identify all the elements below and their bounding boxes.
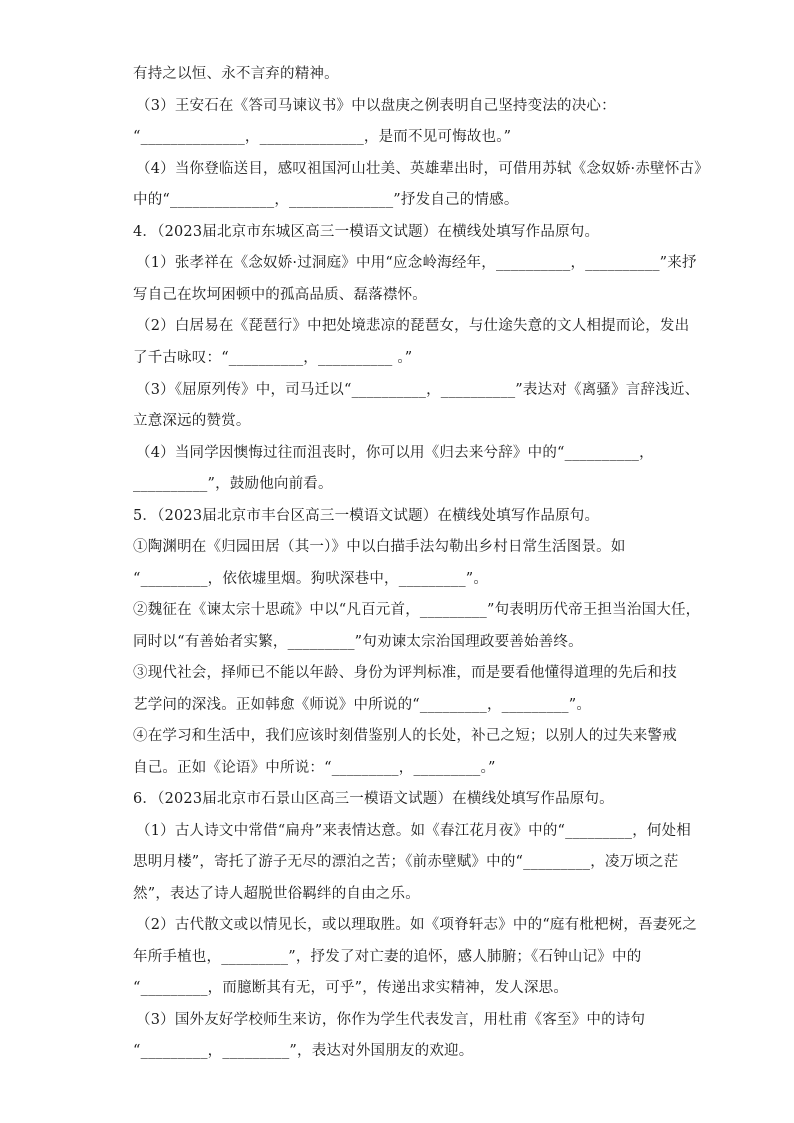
text-line: （2）白居易在《琵琶行》中把处境悲凉的琵琶女，与仕途失意的文人相提而论，发出 (136, 318, 690, 334)
text-line: 年所手植也，_________”，抒发了对亡妻的追怀，感人肺腑；《石钟山记》中的 (133, 949, 642, 965)
question-heading: 5．（2023届北京市丰台区高三一模语文试题）在横线处填写作品原句。 (133, 508, 600, 524)
text-line: ①陶渊明在《归园田居（其一）》中以白描手法勾勒出乡村日常生活图景。如 (133, 539, 626, 555)
text-line: “______________，______________，是而不见可悔故也。” (133, 129, 512, 145)
text-line: 思明月楼”，寄托了游子无尽的漂泊之苦；《前赤壁赋》中的“_________，凌万顷之茫 (133, 854, 679, 870)
text-line: “_________，_________”，表达对外国朋友的欢迎。 (133, 1043, 474, 1059)
text-line: 了千古咏叹：“__________，__________ 。” (133, 350, 413, 366)
text-line: 同时以“有善始者实繁，_________”句劝谏太宗治国理政要善始善终。 (133, 634, 583, 650)
text-line: （2）古代散文或以情见长，或以理取胜。如《项脊轩志》中的“庭有枇杷树，吾妻死之 (136, 917, 697, 933)
text-line: 立意深远的赞赏。 (133, 413, 251, 429)
text-line: （4）当你登临送目，感叹祖国河山壮美、英雄辈出时，可借用苏轼《念奴娇·赤壁怀古》 (136, 161, 709, 177)
text-line: 写自己在坎坷困顿中的孤高品质、磊落襟怀。 (133, 287, 427, 303)
text-line: 然”，表达了诗人超脱世俗羁绊的自由之乐。 (133, 886, 420, 902)
text-line: ④在学习和生活中，我们应该时刻借鉴别人的长处，补己之短；以别人的过失来警戒 (133, 728, 677, 744)
text-line: （3）王安石在《答司马谏议书》中以盘庚之例表明自己坚持变法的决心： (136, 98, 616, 114)
text-line: （1）张孝祥在《念奴娇·过洞庭》中用“应念岭海经年，__________，__________”来抒 (136, 255, 697, 271)
text-line: 自己。正如《论语》中所说：“_________，_________。” (133, 760, 496, 776)
text-line: （3）《屈原列传》中，司马迁以“__________，__________”表达对《离骚》言辞浅近、 (136, 382, 700, 398)
text-line: （4）当同学因懊悔过往而沮丧时，你可以用《归去来兮辞》中的“__________， (136, 445, 654, 461)
text-line: “_________，依依墟里烟。狗吠深巷中，_________”。 (133, 571, 489, 587)
text-line: （1）古人诗文中常借“扁舟”来表情达意。如《春江花月夜》中的“_________，何处相 (136, 823, 692, 839)
text-line: （3）国外友好学校师生来访，你作为学生代表发言，用杜甫《客至》中的诗句 (136, 1012, 646, 1028)
text-line: 中的“______________，______________”抒发自己的情感。 (133, 192, 519, 208)
text-line: “_________，而臆断其有无，可乎”，传递出求实精神，发人深思。 (133, 980, 569, 996)
text-line: __________”，鼓励他向前看。 (133, 476, 333, 492)
text-line: ②魏征在《谏太宗十思疏》中以“凡百元首，_________”句表明历代帝王担当治国大任， (133, 602, 701, 618)
text-line: ③现代社会，择师已不能以年龄、身份为评判标准，而是要看他懂得道理的先后和技 (133, 665, 677, 681)
question-heading: 4．（2023届北京市东城区高三一模语文试题）在横线处填写作品原句。 (133, 224, 600, 240)
question-heading: 6．（2023届北京市石景山区高三一模语文试题）在横线处填写作品原句。 (133, 791, 614, 807)
text-line: 有持之以恒、永不言弃的精神。 (133, 66, 339, 82)
text-line: 艺学问的深浅。正如韩愈《师说》中所说的“_________，_________”。 (133, 697, 592, 713)
